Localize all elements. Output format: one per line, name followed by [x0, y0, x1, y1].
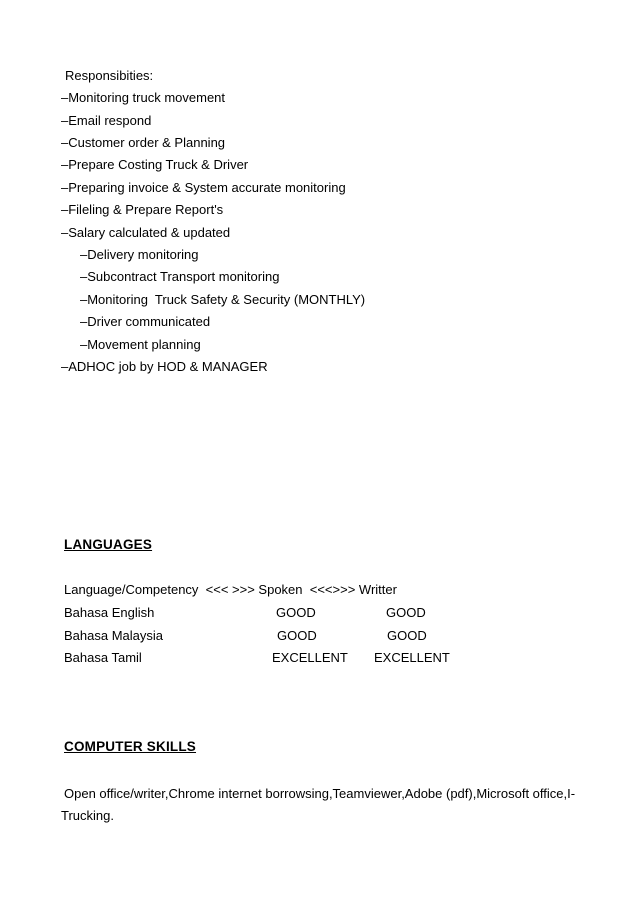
responsibilities-title: Responsibities: [65, 68, 154, 83]
responsibility-subitem: –Movement planning [80, 337, 201, 352]
language-spoken: EXCELLENT [272, 650, 348, 665]
responsibility-item: –Prepare Costing Truck & Driver [61, 157, 249, 172]
computer-skills-heading: COMPUTER SKILLS [64, 739, 197, 754]
language-written: GOOD [387, 628, 427, 643]
language-written: EXCELLENT [374, 650, 450, 665]
computer-skills-text-continued: Trucking. [61, 808, 114, 823]
responsibility-subitem: –Subcontract Transport monitoring [80, 269, 280, 284]
languages-heading: LANGUAGES [64, 537, 153, 552]
language-written: GOOD [386, 605, 426, 620]
language-name: Bahasa Tamil [64, 650, 142, 665]
responsibility-subitem: –Delivery monitoring [80, 247, 199, 262]
responsibility-item: –Fileling & Prepare Report's [61, 202, 224, 217]
responsibility-item: –ADHOC job by HOD & MANAGER [61, 359, 268, 374]
language-name: Bahasa Malaysia [64, 628, 163, 643]
responsibility-subitem: –Monitoring Truck Safety & Security (MONTHLY) [80, 292, 366, 307]
responsibility-item: –Customer order & Planning [61, 135, 226, 150]
computer-skills-text: Open office/writer,Chrome internet borrowsing,Teamviewer,Adobe (pdf),Microsoft office,I- [64, 786, 576, 801]
language-spoken: GOOD [276, 605, 316, 620]
responsibility-item: –Preparing invoice & System accurate monitoring [61, 180, 346, 195]
responsibility-subitem: –Driver communicated [80, 314, 211, 329]
language-spoken: GOOD [277, 628, 317, 643]
responsibility-item: –Monitoring truck movement [61, 90, 226, 105]
responsibility-item: –Email respond [61, 113, 152, 128]
responsibility-item: –Salary calculated & updated [61, 225, 231, 240]
languages-header-line: Language/Competency <<< >>> Spoken <<<>>> Writter [64, 582, 397, 597]
language-name: Bahasa English [64, 605, 155, 620]
